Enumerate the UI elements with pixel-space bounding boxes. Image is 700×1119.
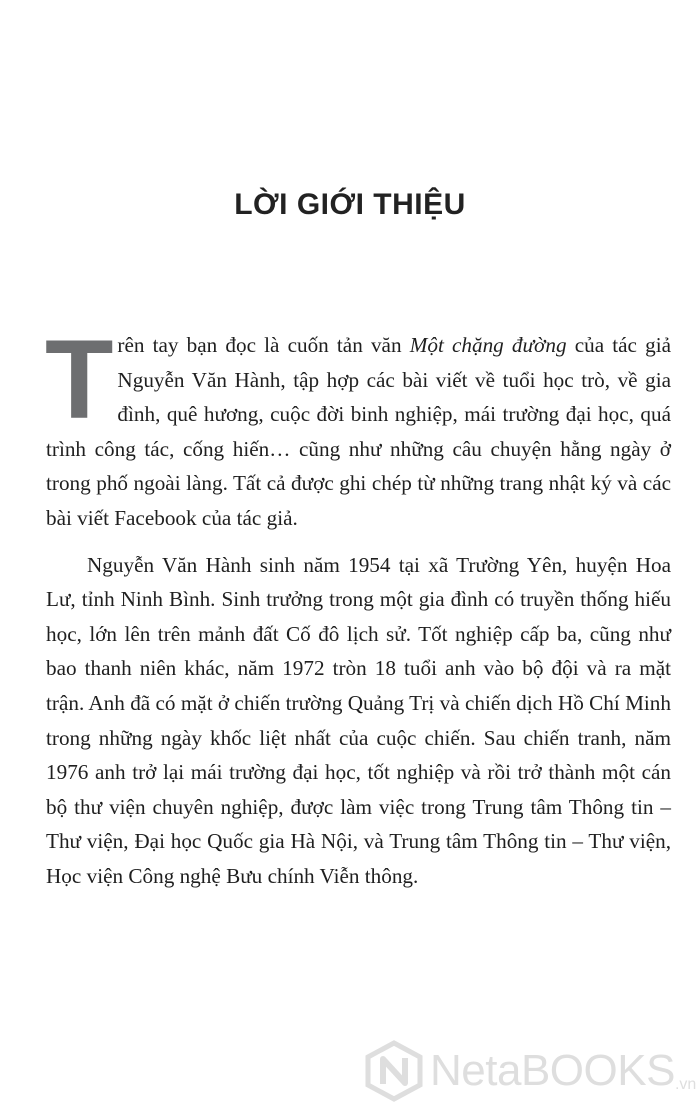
watermark-text: NetaBOOKS — [430, 1046, 675, 1095]
drop-cap: T — [45, 317, 114, 442]
netabooks-logo-icon — [364, 1040, 424, 1102]
intro-text-end: của tác giả Nguyễn Văn Hành, tập hợp các bài viết về tuổi học trò, về gia đình, quê hương, cuộc đời binh nghiệp, mái trường đại học, quá trình công tác, cống hiến… cũng như những câu chuyện hằng ngày ở trong phố ngoài làng. Tất cả được ghi chép từ những trang nhật ký và các bài viết Facebook của tác giả. — [46, 333, 671, 530]
paragraph-intro — [45, 317, 671, 536]
paragraph-biography: Nguyễn Văn Hành sinh năm 1954 tại xã Trường Yên, huyện Hoa Lư, tỉnh Ninh Bình. Sinh trưởng trong một gia đình có truyền thống hiếu học, lớn lên trên mảnh đất Cố đô lịch sử. Tốt nghiệp cấp ba, cũng như bao thanh niên khác, năm 1972 tròn 18 tuổi anh vào bộ đội và ra mặt trận. Anh đã có mặt ở chiến trường Quảng Trị và chiến dịch Hồ Chí Minh trong những ngày khốc liệt nhất của cuộc chiến. Sau chiến tranh, năm 1976 anh trở lại mái trường đại học, tốt nghiệp và rồi trở thành một cán bộ thư viện chuyên nghiệp, được làm việc trong Trung tâm Thông tin – Thư viện, Đại học Quốc gia Hà Nội, và Trung tâm Thông tin – Thư viện, Học viện Công nghệ Bưu chính Viễn thông. — [46, 552, 671, 888]
watermark — [364, 1040, 696, 1102]
intro-text-start: rên tay bạn đọc là cuốn tản văn — [117, 333, 410, 357]
watermark-suffix: .vn — [674, 1076, 697, 1093]
book-title-italic: Một chặng đường — [409, 333, 567, 357]
body-text — [45, 317, 671, 894]
page-title: LỜI GIỚI THIỆU — [234, 188, 466, 222]
